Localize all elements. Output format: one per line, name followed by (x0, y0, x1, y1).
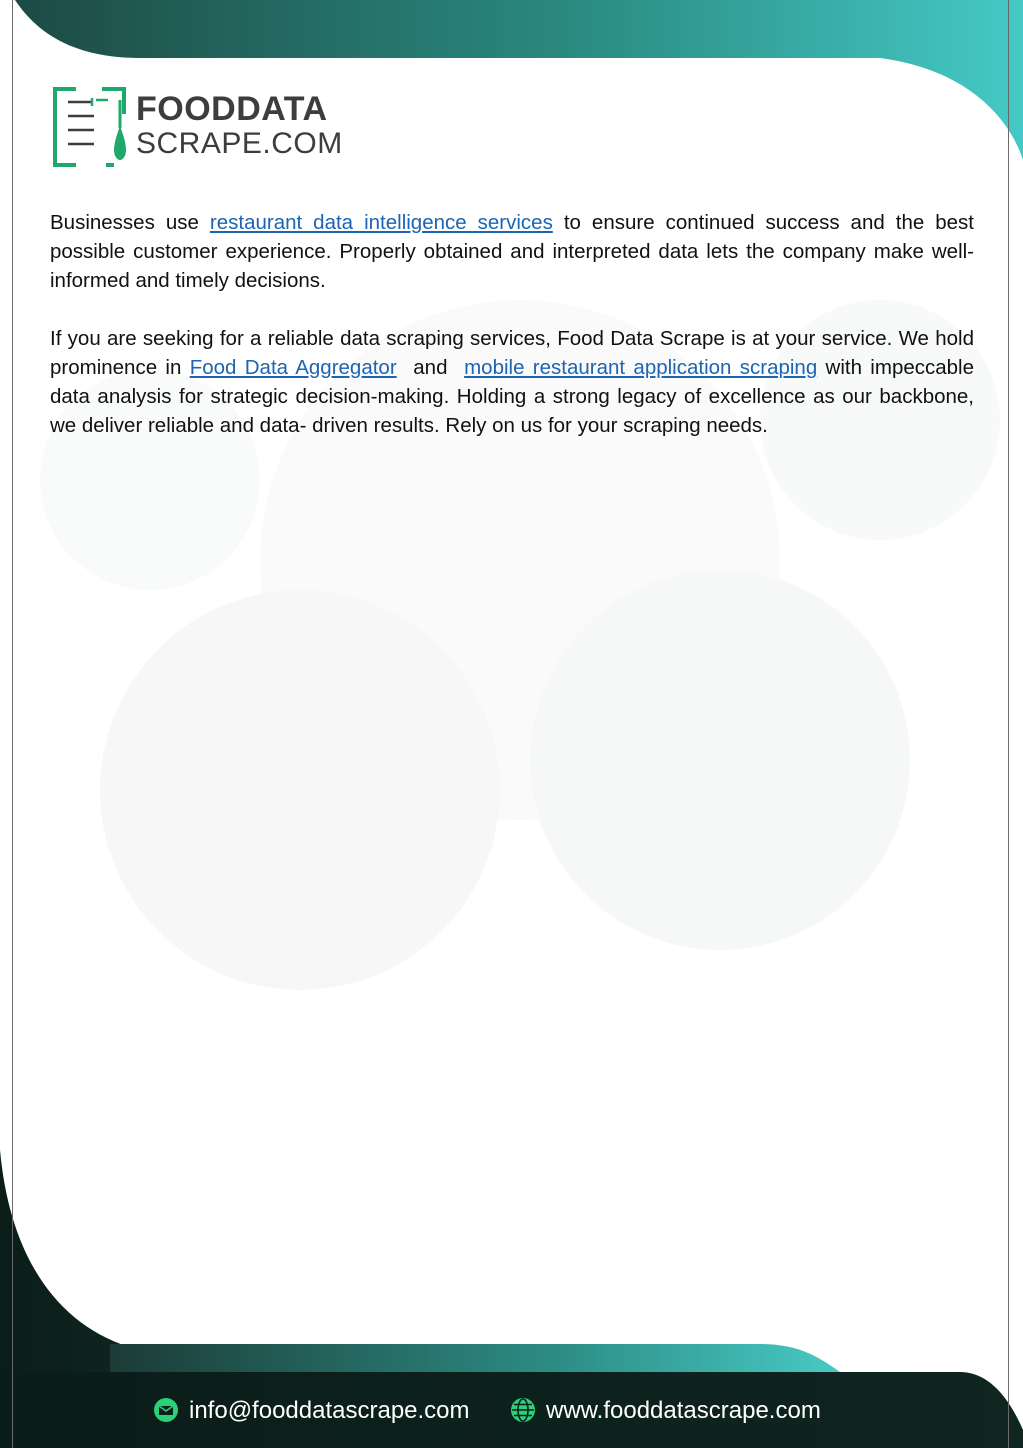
logo-wordmark (136, 92, 343, 159)
food-data-aggregator-link[interactable]: Food Data Aggregator (189, 356, 397, 379)
document-body (50, 208, 974, 469)
footer-website-text[interactable]: www.fooddatascrape.com (546, 1397, 821, 1424)
logo (52, 86, 342, 170)
paragraph-2-text-end: with impeccable data analysis for strategic decision-making. Holding a strong legacy of excellence as our backbone, we deliver reliable and data- driven results. Rely on us for your scraping needs. (50, 356, 975, 437)
mobile-restaurant-scraping-link[interactable]: mobile restaurant application scraping (464, 356, 818, 379)
menu-list-icon (52, 86, 130, 168)
footer-email-text[interactable]: info@fooddatascrape.com (189, 1397, 470, 1424)
paragraph-1-text-end: to ensure continued success and the best possible customer experience. Properly obtained and interpreted data lets the company make well-informed and timely decisions. (50, 211, 975, 292)
paragraph-2 (50, 324, 974, 440)
paragraph-2-text-mid: and (396, 356, 465, 379)
footer-website[interactable] (510, 1396, 821, 1426)
logo-line-1: FOODDATA (136, 90, 328, 128)
footer (0, 1392, 1023, 1432)
globe-icon (510, 1397, 536, 1423)
envelope-icon (153, 1397, 179, 1423)
paragraph-1 (50, 208, 974, 295)
footer-email[interactable] (153, 1396, 470, 1426)
restaurant-data-intelligence-link[interactable]: restaurant data intelligence services (209, 211, 553, 234)
paragraph-1-text-start: Businesses use (50, 211, 210, 234)
paragraph-2-text-start: If you are seeking for a reliable data scraping services, Food Data Scrape is at your service. We hold prominence in (50, 327, 974, 379)
logo-line-2: SCRAPE.COM (136, 127, 343, 160)
